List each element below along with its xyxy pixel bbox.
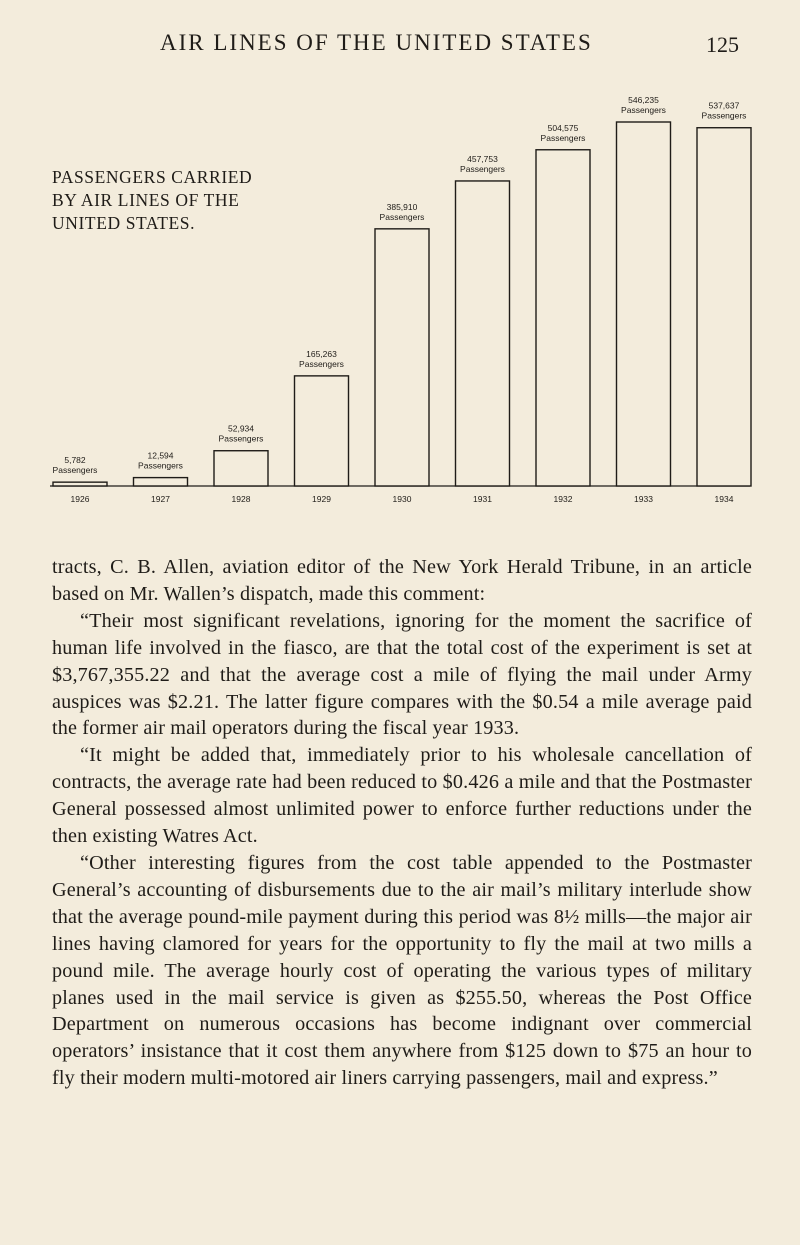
data-label-value: 504,575 [547, 122, 579, 133]
data-label-value: 385,910 [386, 201, 418, 212]
data-label-value: 457,753 [467, 153, 498, 164]
body-text [52, 554, 752, 1092]
data-label-unit: Passengers [299, 358, 344, 369]
data-label-unit: Passengers [379, 211, 425, 222]
data-label-unit: Passengers [52, 465, 98, 476]
bar [456, 181, 510, 486]
data-label-unit: Passengers [460, 163, 505, 174]
bar [214, 451, 268, 486]
passengers-bar-chart [0, 0, 800, 520]
data-label-unit: Passengers [540, 132, 586, 143]
x-tick-label: 1928 [231, 494, 251, 504]
paragraph: “It might be added that, immediately prior to his wholesale cancellation of contracts, the average rate had been reduced to $0.426 a mile and that the Postmaster General possessed almost unlimited power to enforce further reductions under the then existing Watres Act. [52, 744, 752, 848]
data-label-value: 5,782 [64, 455, 86, 466]
x-tick-label: 1934 [714, 494, 734, 504]
x-tick-label: 1929 [312, 494, 331, 504]
bar [375, 229, 429, 486]
bar [536, 150, 590, 486]
x-tick-label: 1927 [151, 494, 170, 504]
running-title: AIR LINES OF THE UNITED STATES [160, 30, 593, 55]
x-tick-label: 1932 [553, 494, 573, 504]
x-tick-label: 1933 [634, 494, 653, 504]
data-label-value: 12,594 [147, 450, 174, 461]
chart-title-line: UNITED STATES. [52, 213, 196, 233]
bar [697, 128, 751, 486]
bar [617, 122, 671, 486]
data-label-unit: Passengers [701, 110, 747, 121]
data-label-unit: Passengers [138, 460, 183, 471]
data-label-value: 165,263 [306, 348, 337, 359]
data-label-value: 537,637 [708, 100, 740, 111]
data-label-value: 52,934 [228, 423, 254, 434]
data-label-value: 546,235 [628, 95, 659, 105]
x-tick-label: 1926 [70, 494, 90, 504]
chart-title-line: BY AIR LINES OF THE [52, 190, 240, 210]
bar [134, 478, 188, 486]
chart-title [52, 166, 312, 235]
x-tick-label: 1930 [392, 494, 412, 504]
x-tick-label: 1931 [473, 494, 492, 504]
page-number: 125 [706, 32, 739, 57]
paragraph: “Other interesting figures from the cost table appended to the Postmaster General’s accounting of disbursements due to the air mail’s military interlude show that the average pound-mile payment during this period was 8½ mills—the major air lines having clamored for years for the opportunity to fly the mail at two mills a pound mile. The average hourly cost of operating the various types of military planes used in the mail service is given as $255.50, whereas the Post Office Department on numerous occasions has become indignant over commercial operators’ insistance that it cost them anywhere from $125 down to $75 an hour to fly their modern multi-motored air liners carrying passengers, mail and express.” [52, 851, 752, 1090]
paragraph: tracts, C. B. Allen, aviation editor of the New York Herald Tribune, in an article based on Mr. Wallen’s dispatch, made this comment: [52, 556, 752, 605]
chart-title-line: PASSENGERS CARRIED [52, 167, 253, 187]
data-label-unit: Passengers [218, 433, 264, 444]
bar [53, 482, 107, 486]
bar [295, 376, 349, 486]
paragraph: “Their most significant revelations, ignoring for the moment the sacrifice of human life involved in the fiasco, are that the total cost of the experiment is set at $3,767,355.22 and that the average cost a mile of flying the mail under Army auspices was $2.21. The latter figure compares with the $0.54 a mile average paid the former air mail operators during the fiscal year 1933. [52, 609, 752, 740]
data-label-unit: Passengers [621, 105, 666, 115]
